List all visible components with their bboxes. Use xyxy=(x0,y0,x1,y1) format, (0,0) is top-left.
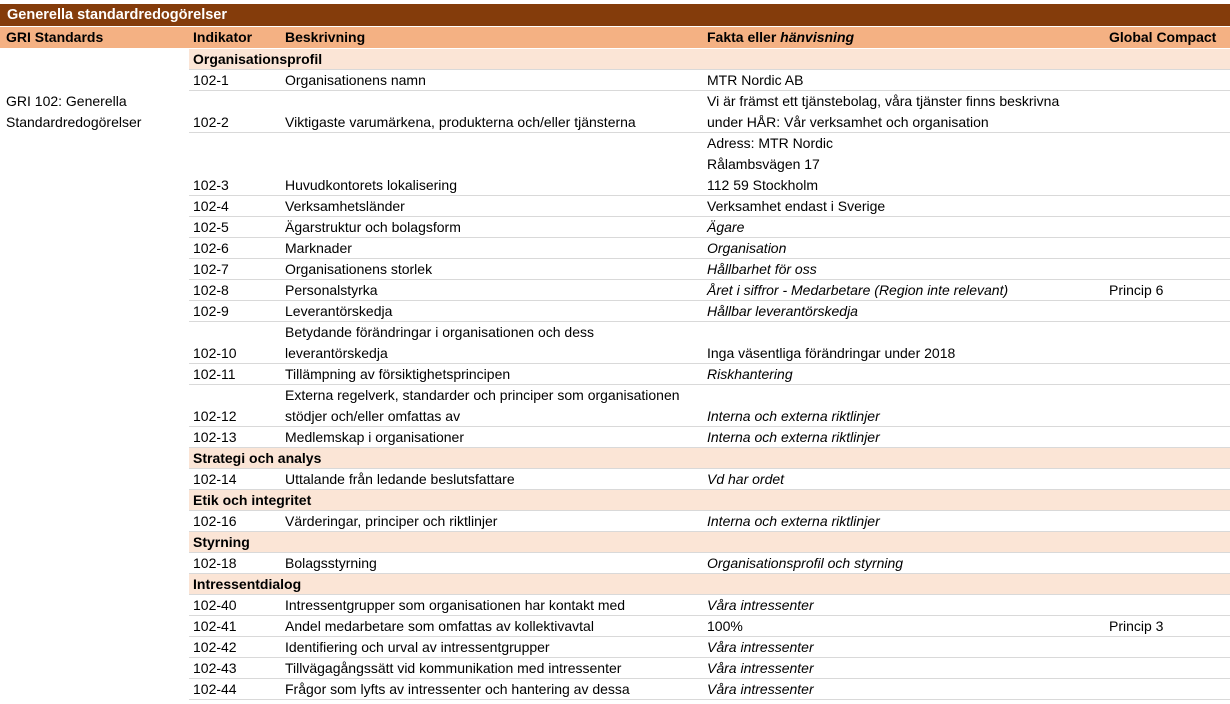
table-row xyxy=(189,427,1230,448)
fakta-cell: Rålambsvägen 17 xyxy=(707,156,820,172)
indikator-cell: 102-9 xyxy=(193,303,229,319)
section-header-row xyxy=(189,490,1230,511)
beskrivning-cell: Organisationens namn xyxy=(285,72,426,88)
fakta-cell: Organisationsprofil och styrning xyxy=(707,555,904,571)
fakta-cell: Ägare xyxy=(707,219,745,235)
indikator-cell: 102-3 xyxy=(193,177,229,193)
table-row xyxy=(189,511,1230,532)
fakta-cell: Inga väsentliga förändringar under 2018 xyxy=(707,345,956,361)
beskrivning-cell: Viktigaste varumärkena, produkterna och/eller tjänsterna xyxy=(285,114,636,130)
indikator-cell: 102-18 xyxy=(193,555,237,571)
table-row xyxy=(189,217,1230,238)
fakta-cell: Adress: MTR Nordic xyxy=(707,135,834,151)
fakta-cell: Verksamhet endast i Sverige xyxy=(707,198,886,214)
beskrivning-cell: Huvudkontorets lokalisering xyxy=(285,177,457,193)
header-fakta-italic: hänvisning xyxy=(780,29,855,45)
indikator-cell: 102-14 xyxy=(193,471,237,487)
section-label: Styrning xyxy=(193,534,250,550)
section-header-row xyxy=(189,532,1230,553)
section-header-row xyxy=(189,574,1230,595)
beskrivning-cell: Uttalande från ledande beslutsfattare xyxy=(285,471,515,487)
beskrivning-cell: Frågor som lyfts av intressenter och hantering av dessa xyxy=(285,681,630,697)
global-compact-cell: Princip 6 xyxy=(1109,282,1164,298)
indikator-cell: 102-13 xyxy=(193,429,237,445)
indikator-cell: 102-43 xyxy=(193,660,237,676)
fakta-cell: Interna och externa riktlinjer xyxy=(707,408,880,424)
gri-label-line: Standardredogörelser xyxy=(6,114,142,130)
fakta-cell: Organisation xyxy=(707,240,787,256)
table-row xyxy=(189,196,1230,217)
header-beskrivning: Beskrivning xyxy=(285,29,366,45)
fakta-cell: Hållbar leverantörskedja xyxy=(707,303,858,319)
section-label: Organisationsprofil xyxy=(193,51,323,67)
indikator-cell: 102-7 xyxy=(193,261,229,277)
section-label: Intressentdialog xyxy=(193,576,302,592)
table-row xyxy=(189,301,1230,322)
beskrivning-cell: Marknader xyxy=(285,240,352,256)
table-row xyxy=(189,238,1230,259)
beskrivning-cell: Medlemskap i organisationer xyxy=(285,429,464,445)
header-gri-standards: GRI Standards xyxy=(6,29,104,45)
table-row xyxy=(189,595,1230,616)
table-row xyxy=(189,70,1230,91)
indikator-cell: 102-16 xyxy=(193,513,237,529)
fakta-cell: Året i siffror - Medarbetare (Region inte relevant) xyxy=(707,282,1009,298)
table-row xyxy=(189,553,1230,574)
beskrivning-cell: Ägarstruktur och bolagsform xyxy=(285,219,461,235)
beskrivning-cell: Personalstyrka xyxy=(285,282,378,298)
header-global-compact: Global Compact xyxy=(1109,29,1217,45)
beskrivning-cell: Betydande förändringar i organisationen och dess xyxy=(285,324,594,340)
beskrivning-cell: Externa regelverk, standarder och principer som organisationen xyxy=(285,387,680,403)
fakta-cell: 100% xyxy=(707,618,743,634)
indikator-cell: 102-12 xyxy=(193,408,237,424)
indikator-cell: 102-5 xyxy=(193,219,229,235)
table-row xyxy=(189,679,1230,700)
indikator-cell: 102-11 xyxy=(193,366,236,382)
indikator-cell: 102-42 xyxy=(193,639,237,655)
table-row xyxy=(189,322,1230,364)
indikator-cell: 102-10 xyxy=(193,345,237,361)
table-row xyxy=(189,280,1230,301)
fakta-cell: 112 59 Stockholm xyxy=(707,177,819,193)
fakta-cell: Hållbarhet för oss xyxy=(707,261,817,277)
table-row xyxy=(189,133,1230,196)
table-row xyxy=(189,637,1230,658)
table-title: Generella standardredogörelser xyxy=(0,4,1230,26)
indikator-cell: 102-40 xyxy=(193,597,237,613)
fakta-cell: Riskhantering xyxy=(707,366,793,382)
beskrivning-cell: Identifiering och urval av intressentgrupper xyxy=(285,639,550,655)
beskrivning-cell: Intressentgrupper som organisationen har kontakt med xyxy=(285,597,626,613)
indikator-cell: 102-4 xyxy=(193,198,229,214)
column-header-row xyxy=(0,27,1230,48)
section-label: Etik och integritet xyxy=(193,492,312,508)
beskrivning-cell: Verksamhetsländer xyxy=(285,198,405,214)
header-indikator: Indikator xyxy=(193,29,253,45)
section-label: Strategi och analys xyxy=(193,450,322,466)
table-row xyxy=(189,259,1230,280)
fakta-cell: under HÅR: Vår verksamhet och organisation xyxy=(707,114,989,130)
beskrivning-cell: Bolagsstyrning xyxy=(285,555,377,571)
fakta-cell: Vi är främst ett tjänstebolag, våra tjänster finns beskrivna xyxy=(707,93,1060,109)
beskrivning-cell: Tillämpning av försiktighetsprincipen xyxy=(285,366,511,382)
beskrivning-cell: Organisationens storlek xyxy=(285,261,433,277)
fakta-cell: MTR Nordic AB xyxy=(707,72,804,88)
indikator-cell: 102-6 xyxy=(193,240,229,256)
section-header-row xyxy=(189,448,1230,469)
indikator-cell: 102-2 xyxy=(193,114,229,130)
header-fakta-prefix: Fakta eller xyxy=(707,29,781,45)
table-row xyxy=(189,616,1230,637)
table-row xyxy=(189,385,1230,427)
gri-standard-label xyxy=(6,91,186,133)
indikator-cell: 102-1 xyxy=(193,72,229,88)
beskrivning-cell: Andel medarbetare som omfattas av kollektivavtal xyxy=(285,618,594,634)
fakta-cell: Våra intressenter xyxy=(707,660,814,676)
header-fakta xyxy=(707,27,854,48)
global-compact-cell: Princip 3 xyxy=(1109,618,1164,634)
beskrivning-cell: Leverantörskedja xyxy=(285,303,393,319)
beskrivning-cell: leverantörskedja xyxy=(285,345,388,361)
fakta-cell: Våra intressenter xyxy=(707,597,814,613)
indikator-cell: 102-8 xyxy=(193,282,229,298)
gri-label-line: GRI 102: Generella xyxy=(6,93,127,109)
beskrivning-cell: Värderingar, principer och riktlinjer xyxy=(285,513,498,529)
fakta-cell: Vd har ordet xyxy=(707,471,785,487)
section-header-row xyxy=(189,49,1230,70)
table-row xyxy=(189,91,1230,133)
table-row xyxy=(189,469,1230,490)
indikator-cell: 102-41 xyxy=(193,618,237,634)
fakta-cell: Interna och externa riktlinjer xyxy=(707,513,880,529)
indikator-cell: 102-44 xyxy=(193,681,237,697)
fakta-cell: Våra intressenter xyxy=(707,681,814,697)
fakta-cell: Interna och externa riktlinjer xyxy=(707,429,880,445)
beskrivning-cell: Tillvägagångssätt vid kommunikation med intressenter xyxy=(285,660,622,676)
beskrivning-cell: stödjer och/eller omfattas av xyxy=(285,408,461,424)
table-row xyxy=(189,658,1230,679)
fakta-cell: Våra intressenter xyxy=(707,639,814,655)
table-row xyxy=(189,364,1230,385)
